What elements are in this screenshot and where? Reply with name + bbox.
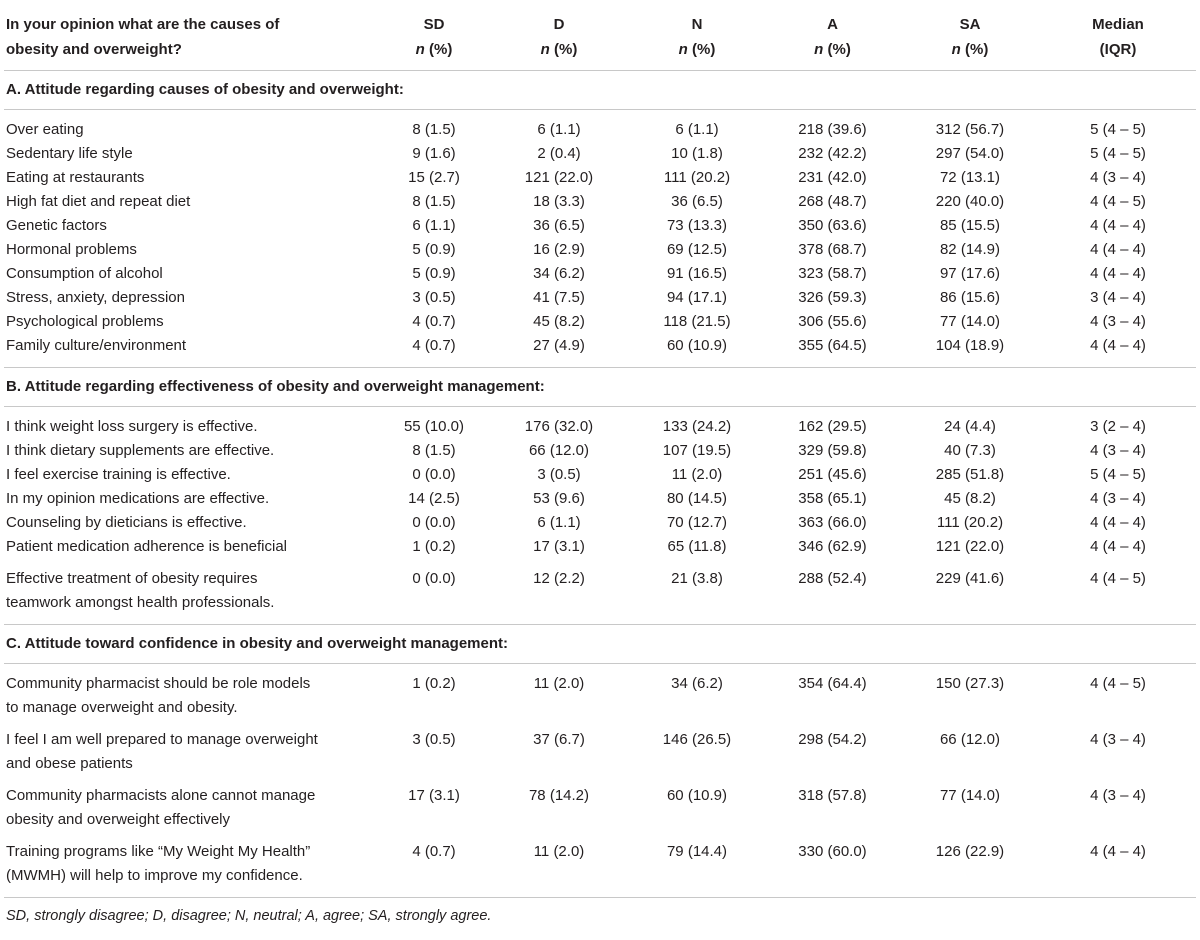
col-abbr: SA (959, 16, 981, 33)
col-subheader: n (%) (814, 41, 851, 58)
row-label (4, 776, 379, 832)
question-header (4, 4, 379, 71)
cell-value: 80 (14.5) (666, 490, 728, 507)
row-label (4, 407, 379, 440)
cell-median: 5 (4 – 5) (1090, 466, 1146, 483)
cell-value: 8 (1.5) (412, 121, 456, 138)
cell-median: 5 (4 – 5) (1090, 121, 1146, 138)
row-label-line: to manage overweight and obesity. (6, 699, 238, 716)
cell-median: 4 (4 – 4) (1090, 514, 1146, 531)
table-row (4, 214, 1196, 238)
cell-value: 70 (12.7) (666, 514, 728, 531)
attitude-table (4, 4, 1196, 928)
table-row (4, 720, 1196, 776)
cell-median: 3 (2 – 4) (1090, 418, 1146, 435)
cell-median: 4 (4 – 4) (1090, 337, 1146, 354)
cell-value: 231 (42.0) (798, 169, 867, 186)
table-row (4, 190, 1196, 214)
cell-value: 150 (27.3) (935, 675, 1005, 692)
cell-value: 0 (0.0) (412, 570, 456, 587)
cell-value: 162 (29.5) (798, 418, 867, 435)
row-label-line: obesity and overweight effectively (6, 811, 231, 828)
cell-value: 18 (3.3) (533, 193, 585, 210)
cell-median: 4 (3 – 4) (1090, 490, 1146, 507)
cell-value: 176 (32.0) (524, 418, 594, 435)
cell-value: 66 (12.0) (939, 731, 1001, 748)
table-row (4, 262, 1196, 286)
cell-value: 133 (24.2) (662, 418, 732, 435)
cell-value: 91 (16.5) (666, 265, 728, 282)
cell-value: 3 (0.5) (412, 731, 456, 748)
table-row (4, 110, 1196, 143)
col-abbr: D (553, 16, 565, 33)
cell-value: 78 (14.2) (528, 787, 590, 804)
col-header-median (1040, 4, 1196, 71)
table-row (4, 334, 1196, 368)
row-label (4, 559, 379, 625)
row-label-line: Genetic factors (6, 217, 107, 234)
row-label (4, 310, 379, 334)
table-row (4, 511, 1196, 535)
row-label-line: Community pharmacist should be role models (6, 675, 311, 692)
cell-value: 82 (14.9) (939, 241, 1001, 258)
col-abbr: A (827, 16, 838, 33)
cell-value: 251 (45.6) (798, 466, 867, 483)
row-label (4, 487, 379, 511)
row-label-line: Eating at restaurants (6, 169, 145, 186)
median-line-2: (IQR) (1099, 41, 1137, 58)
cell-value: 363 (66.0) (798, 514, 867, 531)
cell-median: 4 (4 – 4) (1090, 538, 1146, 555)
table-row (4, 310, 1196, 334)
cell-value: 354 (64.4) (798, 675, 867, 692)
row-label-line: I feel exercise training is effective. (6, 466, 231, 483)
cell-value: 17 (3.1) (533, 538, 585, 555)
col-header-sd (379, 4, 489, 71)
cell-value: 11 (2.0) (533, 675, 585, 692)
table-row (4, 238, 1196, 262)
cell-value: 288 (52.4) (798, 570, 867, 587)
cell-median: 4 (3 – 4) (1090, 442, 1146, 459)
cell-value: 66 (12.0) (528, 442, 590, 459)
cell-value: 15 (2.7) (408, 169, 460, 186)
cell-value: 14 (2.5) (408, 490, 460, 507)
cell-value: 0 (0.0) (412, 514, 456, 531)
cell-value: 111 (20.2) (663, 169, 731, 186)
cell-value: 268 (48.7) (798, 193, 867, 210)
col-subheader: n (%) (540, 41, 578, 58)
question-line-1: In your opinion what are the causes of (6, 16, 280, 33)
row-label (4, 535, 379, 559)
cell-value: 229 (41.6) (935, 570, 1005, 587)
table-body (4, 71, 1196, 929)
cell-median: 5 (4 – 5) (1090, 145, 1146, 162)
cell-value: 330 (60.0) (798, 843, 867, 860)
cell-value: 27 (4.9) (533, 337, 585, 354)
row-label-line: I feel I am well prepared to manage overweight (6, 731, 318, 748)
cell-value: 85 (15.5) (939, 217, 1001, 234)
cell-value: 346 (62.9) (798, 538, 867, 555)
cell-value: 77 (14.0) (939, 313, 1001, 330)
row-label-line: Effective treatment of obesity requires (6, 570, 258, 587)
cell-value: 4 (0.7) (412, 843, 456, 860)
cell-value: 4 (0.7) (412, 313, 456, 330)
cell-value: 17 (3.1) (408, 787, 460, 804)
median-line-1: Median (1092, 16, 1144, 33)
table-row (4, 407, 1196, 440)
cell-value: 55 (10.0) (403, 418, 465, 435)
cell-value: 8 (1.5) (412, 193, 456, 210)
row-label-line: In my opinion medications are effective. (6, 490, 270, 507)
cell-value: 97 (17.6) (939, 265, 1001, 282)
cell-value: 1 (0.2) (412, 538, 456, 555)
cell-median: 4 (3 – 4) (1090, 787, 1146, 804)
cell-median: 3 (4 – 4) (1090, 289, 1146, 306)
cell-value: 65 (11.8) (667, 538, 727, 555)
cell-value: 45 (8.2) (533, 313, 585, 330)
cell-median: 4 (4 – 5) (1090, 193, 1146, 210)
cell-value: 10 (1.8) (671, 145, 723, 162)
cell-value: 111 (20.2) (936, 514, 1004, 531)
table-row (4, 463, 1196, 487)
cell-value: 118 (21.5) (663, 313, 731, 330)
table-row (4, 166, 1196, 190)
cell-value: 220 (40.0) (935, 193, 1005, 210)
row-label (4, 439, 379, 463)
cell-value: 358 (65.1) (798, 490, 867, 507)
row-label-line: Training programs like “My Weight My Health” (6, 843, 311, 860)
cell-value: 107 (19.5) (662, 442, 732, 459)
cell-value: 79 (14.4) (666, 843, 728, 860)
cell-value: 318 (57.8) (798, 787, 867, 804)
col-subheader: n (%) (678, 41, 716, 58)
table-row (4, 559, 1196, 625)
cell-value: 8 (1.5) (412, 442, 456, 459)
cell-value: 285 (51.8) (935, 466, 1005, 483)
footnote-row (4, 898, 1196, 929)
cell-value: 2 (0.4) (537, 145, 581, 162)
cell-value: 232 (42.2) (798, 145, 867, 162)
row-label-line: Hormonal problems (6, 241, 137, 258)
row-label-line: High fat diet and repeat diet (6, 193, 191, 210)
cell-value: 24 (4.4) (944, 418, 996, 435)
cell-value: 104 (18.9) (935, 337, 1005, 354)
cell-value: 323 (58.7) (798, 265, 867, 282)
row-label (4, 463, 379, 487)
cell-median: 4 (4 – 4) (1090, 217, 1146, 234)
col-header-d (489, 4, 629, 71)
section-header-row (4, 625, 1196, 664)
cell-value: 69 (12.5) (666, 241, 728, 258)
cell-value: 218 (39.6) (798, 121, 867, 138)
cell-value: 11 (2.0) (533, 843, 585, 860)
row-label-line: Stress, anxiety, depression (6, 289, 185, 306)
cell-value: 9 (1.6) (412, 145, 456, 162)
cell-value: 45 (8.2) (944, 490, 996, 507)
cell-median: 4 (4 – 4) (1090, 241, 1146, 258)
cell-value: 40 (7.3) (944, 442, 996, 459)
table-row (4, 776, 1196, 832)
row-label-line: Patient medication adherence is beneficial (6, 538, 288, 555)
cell-value: 1 (0.2) (412, 675, 456, 692)
cell-value: 41 (7.5) (533, 289, 585, 306)
section-title: C. Attitude toward confidence in obesity and overweight management: (4, 625, 1196, 664)
cell-value: 5 (0.9) (412, 265, 456, 282)
row-label (4, 720, 379, 776)
cell-median: 4 (4 – 4) (1090, 265, 1146, 282)
cell-value: 3 (0.5) (537, 466, 581, 483)
cell-value: 72 (13.1) (939, 169, 1001, 186)
col-subheader: n (%) (415, 41, 453, 58)
row-label-line: (MWMH) will help to improve my confidence. (6, 867, 303, 884)
table-row (4, 439, 1196, 463)
cell-median: 4 (4 – 5) (1090, 675, 1146, 692)
cell-median: 4 (4 – 5) (1090, 570, 1146, 587)
row-label-line: Consumption of alcohol (6, 265, 163, 282)
row-label-line: and obese patients (6, 755, 133, 772)
cell-value: 4 (0.7) (412, 337, 456, 354)
cell-value: 16 (2.9) (533, 241, 585, 258)
cell-value: 73 (13.3) (666, 217, 728, 234)
cell-value: 53 (9.6) (533, 490, 585, 507)
row-label (4, 286, 379, 310)
row-label (4, 334, 379, 368)
row-label (4, 110, 379, 143)
row-label (4, 238, 379, 262)
row-label-line: I think weight loss surgery is effective. (6, 418, 258, 435)
cell-median: 4 (3 – 4) (1090, 313, 1146, 330)
cell-value: 0 (0.0) (412, 466, 456, 483)
cell-value: 306 (55.6) (798, 313, 867, 330)
row-label (4, 142, 379, 166)
cell-value: 6 (1.1) (537, 121, 581, 138)
cell-median: 4 (3 – 4) (1090, 731, 1146, 748)
cell-value: 326 (59.3) (798, 289, 867, 306)
cell-value: 11 (2.0) (671, 466, 723, 483)
cell-value: 329 (59.8) (798, 442, 867, 459)
table-row (4, 487, 1196, 511)
cell-value: 3 (0.5) (412, 289, 456, 306)
row-label (4, 262, 379, 286)
table-row (4, 142, 1196, 166)
cell-value: 6 (1.1) (675, 121, 719, 138)
row-label-line: Community pharmacists alone cannot manage (6, 787, 316, 804)
section-header-row (4, 368, 1196, 407)
cell-value: 21 (3.8) (671, 570, 723, 587)
row-label-line: Counseling by dieticians is effective. (6, 514, 247, 531)
row-label-line: Sedentary life style (6, 145, 133, 162)
table-row (4, 286, 1196, 310)
cell-value: 121 (22.0) (935, 538, 1005, 555)
row-label-line: I think dietary supplements are effective. (6, 442, 275, 459)
section-title: B. Attitude regarding effectiveness of obesity and overweight management: (4, 368, 1196, 407)
table-row (4, 535, 1196, 559)
question-line-2: obesity and overweight? (6, 41, 182, 58)
cell-value: 6 (1.1) (537, 514, 581, 531)
cell-value: 378 (68.7) (798, 241, 867, 258)
cell-value: 5 (0.9) (412, 241, 456, 258)
cell-value: 12 (2.2) (533, 570, 585, 587)
section-title: A. Attitude regarding causes of obesity and overweight: (4, 71, 1196, 110)
row-label (4, 166, 379, 190)
table-page (0, 4, 1200, 940)
row-label-line: Psychological problems (6, 313, 164, 330)
cell-value: 37 (6.7) (533, 731, 585, 748)
cell-value: 36 (6.5) (533, 217, 585, 234)
cell-value: 146 (26.5) (662, 731, 732, 748)
cell-value: 60 (10.9) (666, 787, 728, 804)
cell-value: 350 (63.6) (798, 217, 867, 234)
cell-value: 297 (54.0) (935, 145, 1005, 162)
row-label (4, 664, 379, 721)
row-label (4, 832, 379, 898)
cell-value: 298 (54.2) (798, 731, 867, 748)
cell-value: 77 (14.0) (939, 787, 1001, 804)
cell-value: 121 (22.0) (524, 169, 594, 186)
cell-median: 4 (3 – 4) (1090, 169, 1146, 186)
cell-median: 4 (4 – 4) (1090, 843, 1146, 860)
table-row (4, 664, 1196, 721)
col-header-sa (900, 4, 1040, 71)
cell-value: 36 (6.5) (671, 193, 723, 210)
cell-value: 6 (1.1) (412, 217, 456, 234)
section-header-row (4, 71, 1196, 110)
cell-value: 60 (10.9) (666, 337, 728, 354)
table-header (4, 4, 1196, 71)
table-row (4, 832, 1196, 898)
cell-value: 94 (17.1) (666, 289, 728, 306)
row-label-line: Over eating (6, 121, 84, 138)
col-header-n (629, 4, 765, 71)
row-label-line: Family culture/environment (6, 337, 187, 354)
col-header-a (765, 4, 900, 71)
col-abbr: SD (423, 16, 445, 33)
row-label-line: teamwork amongst health professionals. (6, 594, 275, 611)
col-subheader: n (%) (951, 41, 989, 58)
col-abbr: N (691, 16, 703, 33)
row-label (4, 190, 379, 214)
cell-value: 86 (15.6) (939, 289, 1001, 306)
cell-value: 355 (64.5) (798, 337, 867, 354)
footnote: SD, strongly disagree; D, disagree; N, neutral; A, agree; SA, strongly agree. (4, 898, 1196, 929)
row-label (4, 511, 379, 535)
cell-value: 126 (22.9) (935, 843, 1005, 860)
cell-value: 312 (56.7) (935, 121, 1005, 138)
cell-value: 34 (6.2) (533, 265, 585, 282)
row-label (4, 214, 379, 238)
cell-value: 34 (6.2) (671, 675, 723, 692)
